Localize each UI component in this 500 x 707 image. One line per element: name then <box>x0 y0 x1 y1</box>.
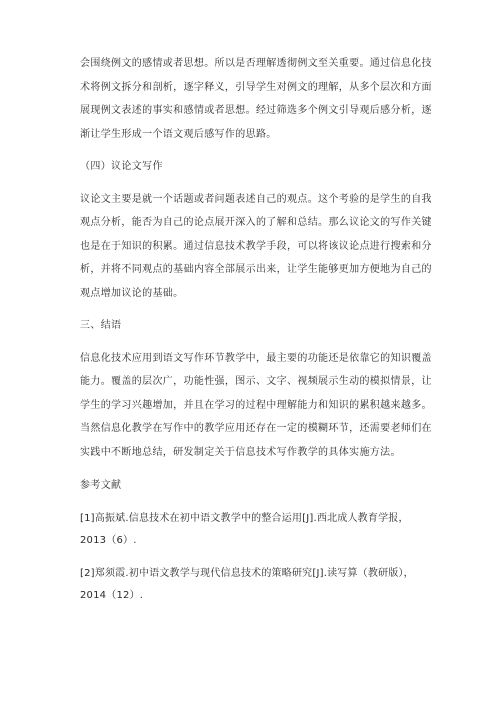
spacer <box>80 553 428 563</box>
text-line: 也是在于知识的积累。通过信息技术教学手段，可以将该议论点进行搜索和分 <box>80 240 432 252</box>
text-line: 观点分析，能否为自己的论点展开深入的了解和总结。那么议论文的写作关键 <box>80 217 432 228</box>
text-line: 会围绕例文的感情或者思想。所以是否理解透彻例文至关重要。通过信息化技 <box>80 58 432 69</box>
text-line: 议论文主要是就一个话题或者问题表述自己的观点。这个考验的是学生的自我 <box>80 193 432 205</box>
text-line: 能力。覆盖的层次广，功能性强，图示、文字、视频展示生动的模拟情景，让 <box>80 376 432 387</box>
text-line: 展现例文表述的事实和感情或者思想。经过筛选多个例文引导观后感分析，逐 <box>80 105 432 116</box>
reference-line: [1]高振斌.信息技术在初中语文教学中的整合运用[J].西北成人教育学报， <box>80 512 409 524</box>
reference-entry-2 <box>80 563 428 608</box>
spacer <box>80 464 428 474</box>
paragraph-conclusion <box>80 347 432 465</box>
spacer <box>80 338 428 347</box>
spacer <box>80 498 428 508</box>
text-line: 学生的学习兴趣增加，并且在学习的过程中理解能力和知识的累积越来越多。 <box>80 399 432 411</box>
reference-line: 2014（12）. <box>80 590 144 601</box>
text-line: 析，并将不同观点的基础内容全部展示出来，让学生能够更加方便地为自己的 <box>80 264 432 275</box>
spacer <box>80 305 428 314</box>
reference-line: 2013（6）. <box>80 535 137 546</box>
text-line: 术将例文拆分和剖析，逐字释义，引导学生对例文的理解，从多个层次和方面 <box>80 81 432 93</box>
spacer <box>80 179 428 188</box>
reference-entry-1 <box>80 508 428 553</box>
text-line: 实践中不断地总结，研发制定关于信息技术写作教学的具体实施方法。 <box>80 446 401 458</box>
text-line: 渐让学生形成一个语文观后感写作的思路。 <box>80 128 277 140</box>
text-line: 当然信息化教学在写作中的教学应用还存在一定的模糊环节，还需要老师们在 <box>80 423 432 434</box>
text-line: 信息化技术应用到语文写作环节教学中，最主要的功能还是依靠它的知识覆盖 <box>80 352 432 364</box>
spacer <box>80 146 428 155</box>
reference-line: [2]郑须霞.初中语文教学与现代信息技术的策略研究[J].读写算（教研版）， <box>80 567 414 579</box>
section-heading-argumentative-writing: （四）议论文写作 <box>80 161 163 172</box>
text-line: 观点增加议论的基础。 <box>80 287 184 299</box>
references-heading: 参考文献 <box>80 480 122 491</box>
paragraph-essay-analysis <box>80 52 432 146</box>
document-page <box>80 52 432 608</box>
section-heading-conclusion: 三、结语 <box>80 320 122 331</box>
paragraph-argumentative-writing <box>80 188 432 306</box>
